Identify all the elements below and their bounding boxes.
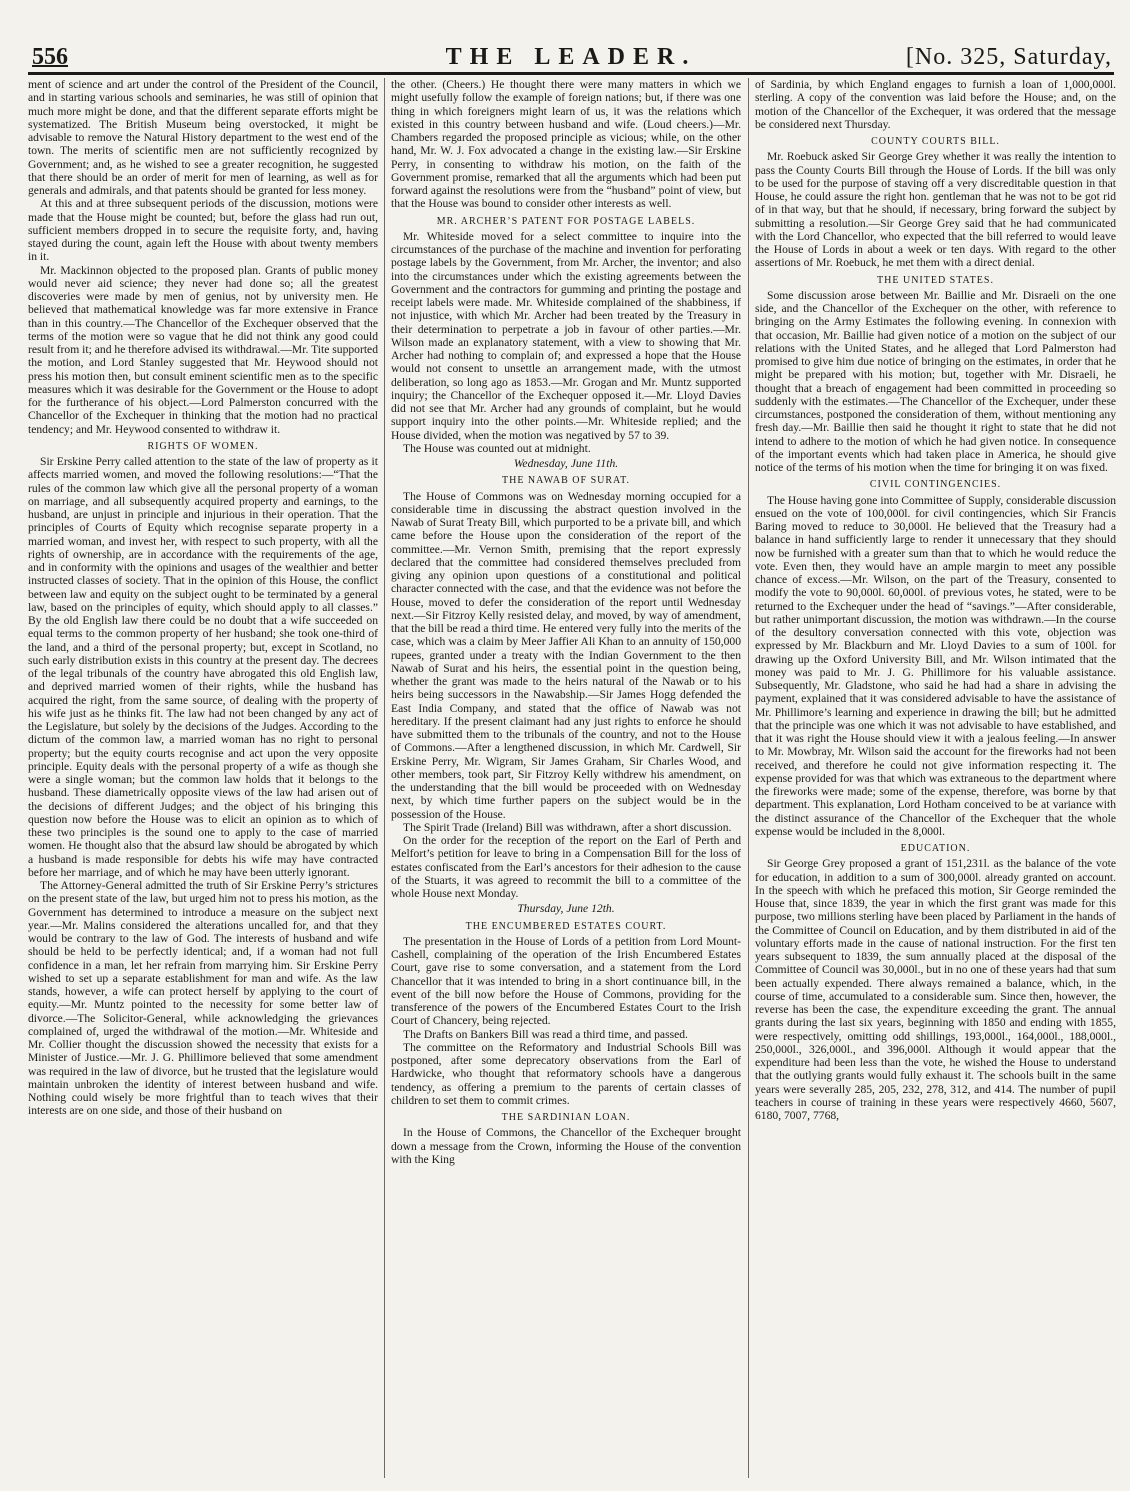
masthead-rule — [28, 72, 1114, 75]
paragraph: On the order for the reception of the report on the Earl of Perth and Melfort’s petition for leave to bring in a Compensation Bill for the loss of estates confiscated from the Earl’s ancestors for their adhesion to the cause of the Stuarts, it was agreed to recommit the bill to a committee of the whole House next Monday. — [391, 834, 741, 900]
paragraph: The Spirit Trade (Ireland) Bill was withdrawn, after a short discussion. — [403, 820, 732, 834]
issue-info: [No. 325, Saturday, — [905, 44, 1112, 70]
section-heading-rights-of-women: RIGHTS OF WOMEN. — [147, 440, 259, 452]
section-heading-education: EDUCATION. — [900, 843, 971, 854]
paragraph: The Attorney-General admitted the truth of Sir Erskine Perry’s strictures on the present state of the law, but urged him not to press his motion, as the Government has determined to introduce a measure on the subject next year.—Mr. Malins considered the alterations uncalled for, and that they would be contrary to the law of God. The interests of husband and wife should be held to be perfectly identical; and, if a woman had not full confidence in a man, let her refrain from marrying him. Sir Erskine Perry wished to set up a separate establishment for man and wife. As the law stands, however, a wife can protect herself by applying to the court of equity.—Mr. Muntz pointed to the necessity for some better law of divorce.—The Solicitor-General, while acknowledging the grievances complained of, urged the withdrawal of the motion.—Mr. Whiteside and Mr. Collier thought the discussion showed the necessity that exists for a Minister of Justice.—Mr. J. G. Phillimore believed that some amendment was required in the law of divorce, but he trusted that the legislature would maintain unbroken the identity of interest between husband and wife. Nothing could wisely be more frightful than to teach wives that their interests are on one side, and those of their husband on — [28, 879, 378, 1118]
column-2 — [391, 78, 741, 1486]
masthead — [28, 44, 1114, 72]
article-columns — [28, 78, 1116, 1486]
paragraph: Sir George Grey proposed a grant of 151,231l. as the balance of the vote for education, in addition to a sum of 300,000l. already granted on account. In the speech with which he prefaced this motion, Sir George reminded the House that, since 1839, the year in which the first grant was made for this purpose, two millions sterling have been placed by Parliament in the hands of the Committee of Council on Education, and by them distributed in aid of the voluntary efforts made in the cause of national instruction. For the first ten years subsequent to 1839, the sum annually placed at the disposal of the Committee of Council was 30,000l., but in no one of these years had that sum been actually expended. There always remained a balance, which, in the course of time, accumulated to a considerable sum. Since then, however, the reverse has been the case, the expenditure exceeding the grant. The annual grants during the last six years, beginning with 1850 and ending with 1855, were respectively, omitting odd shillings, 193,000l., 164,000l., 188,000l., 250,000l., 326,000l., and 396,000l. Although it would appear that the expenditure had been less than the vote, he wished the House to understand that the outlying grants would fully exhaust it. The schools built in the same years were severally 285, 205, 232, 278, 312, and 414. The number of pupil teachers in course of training in these years were respectively 4660, 5607, 6180, 7007, 7768, — [755, 857, 1116, 1122]
paragraph: The House of Commons was on Wednesday morning occupied for a considerable time in discussing the abstract question involved in the Nawab of Surat Treaty Bill, which purported to be a private bill, and which came before the House upon the consideration of the report of the committee.—Mr. Vernon Smith, premising that the report expressly declared that the committee had considered themselves precluded from giving any opinion upon questions of a constitutional and political character connected with the case, and that the evidence was not before the House, moved to defer the consideration of the report until Wednesday next.—Sir Fitzroy Kelly resisted delay, and moved, by way of amendment, that the bill be read a third time. He entered very fully into the merits of the case, which was a claim by Meer Jaffier Ali Khan to an annuity of 150,000 rupees, granted under a treaty with the Indian Government to the then Nawab of Surat and his heirs, the essential point in the question being, whether the grant was made to the heirs natural of the Nawab or to his heirs being successors in the Nawabship.—Sir James Hogg defended the East India Company, and stated that the office of Nawab was not hereditary. If the present claimant had any just rights to enforce he should have submitted them to the tribunals of the country, and not to the House of Commons.—After a lengthened discussion, in which Mr. Cardwell, Sir Erskine Perry, Mr. Wigram, Sir James Graham, Sir Charles Wood, and other members, took part, Sir Fitzroy Kelly withdrew his amendment, on the understanding that the bill would be proceeded with on Wednesday next, by which time further papers on the subject would be in the possession of the House. — [391, 489, 741, 821]
page-number: 556 — [32, 44, 68, 70]
paragraph: the other. (Cheers.) He thought there were many matters in which we might usefully follow the example of foreign nations; but, if there was one thing in which foreigners might learn of us, it was the relations which existed in this country between husband and wife. (Loud cheers.)—Mr. Chambers regarded the proposed principle as vicious; while, on the other hand, Mr. W. J. Fox advocated a change in the existing law.—Sir Erskine Perry, in consenting to withdraw his motion, on the faith of the Government promise, remarked that all the arguments which had been put forward against the resolutions were from the “husband” point of view, but that the House was bound to consider other interests as well. — [391, 78, 741, 211]
section-heading-sardinian-loan: THE SARDINIAN LOAN. — [501, 1112, 631, 1123]
section-heading-postage-labels: MR. ARCHER’S PATENT FOR POSTAGE LABELS. — [436, 215, 696, 227]
paragraph: The House was counted out at midnight. — [403, 441, 591, 455]
paragraph: Mr. Whiteside moved for a select committee to inquire into the circumstances of the purchase of the machine and invention for perforating postage labels by the Government, from Mr. Archer, the inventor; and also into the circumstances under which the existing agreements between the Government and the contractors for gumming and printing the postage and receipt labels were made. Mr. Whiteside complained of the shabbiness, if not injustice, with which Mr. Archer had been treated by the Treasury in their determination to perpetrate a job in favour of other parties.—Mr. Wilson made an explanatory statement, with a view to showing that Mr. Archer had nothing to complain of; and expressed a hope that the House would not consent to unsettle an arrangement made, with the utmost deliberation, so long ago as 1853.—Mr. Grogan and Mr. Muntz supported inquiry; the Chancellor of the Exchequer opposed it.—Mr. Lloyd Davies did not see that Mr. Archer had any grounds of complaint, but he would support inquiry into the other points.—Mr. Whiteside replied; and the House divided, when the motion was negatived by 57 to 39. — [391, 229, 741, 442]
paragraph: Mr. Mackinnon objected to the proposed plan. Grants of public money would never aid science; they never had done so; all the greatest discoveries were made by men of genius, not by university men. He believed that mathematical knowledge was far more extensive in France than in this country.—The Chancellor of the Exchequer observed that the terms of the motion were so vague that he did not think any good could result from it; and he therefore advised its withdrawal.—Mr. Tite supported the motion, and Lord Stanley suggested that Mr. Heywood should not press his motion then, but consult eminent scientific men as to the specific measures which it was desirable for the Government or the House to adopt for the furtherance of his object.—Lord Palmerston concurred with the Chancellor of the Exchequer in thinking that the motion had no practical tendency; and Mr. Heywood consented to withdraw it. — [28, 263, 378, 436]
paragraph: At this and at three subsequent periods of the discussion, motions were made that the House might be counted; but, before the glass had run out, sufficient members dropped in to secure the requisite forty, and, having stayed during the count, again left the House with about twenty members in it. — [28, 197, 378, 264]
paragraph: In the House of Commons, the Chancellor of the Exchequer brought down a message from the Crown, informing the House of the convention with the King — [391, 1126, 741, 1166]
paragraph: The House having gone into Committee of Supply, considerable discussion ensued on the vote of 100,000l. for civil contingencies, which Sir Francis Baring moved to reduce to 30,000l. He believed that the Treasury had a balance in hand sufficiently large to render it unnecessary that they should now be furnished with a greater sum than that to which he would reduce the vote. Even then, they would have an ample margin to meet any possible chance of excess.—Mr. Wilson, on the part of the Treasury, consented to modify the vote to 90,000l. 60,000l. of previous votes, he stated, were to be returned to the Exchequer under the head of “savings.”—After considerable, but rather unimportant discussion, the motion was withdrawn.—In the course of the desultory conversation connected with this vote, objection was expressed by Mr. Blackburn and Mr. Lloyd Davies to a sum of 100l. for drawing up the Oxford University Bill, and Mr. Wilson intimated that the money was paid to Mr. J. G. Phillimore for his valuable assistance. Subsequently, Mr. Gladstone, who said he had had a share in advising the payment, explained that it was considered advisable to have the assistance of Mr. Phillimore’s learning and experience in drawing the bill; but he admitted that the principle was one which it was not advisable to have established, and that it was right the House should view it with a jealous feeling.—In answer to Mr. Mowbray, Mr. Wilson said the account for the fireworks had not been received, and therefore he could not give information respecting it. The expense provided for was that which was extraneous to the department where the fireworks were made; some of the expense, therefore, was borne by that department. This explanation, Lord Hotham conceived to be at variance with the distinct assurance of the Chancellor of the Exchequer that the whole expense would be included in the 8,000l. — [755, 493, 1116, 838]
paragraph: The Drafts on Bankers Bill was read a third time, and passed. — [403, 1027, 688, 1041]
section-heading-county-courts: COUNTY COURTS BILL. — [871, 136, 1000, 147]
section-heading-united-states: THE UNITED STATES. — [877, 274, 994, 286]
paragraph: Sir Erskine Perry called attention to the state of the law of property as it affects married women, and moved the following resolutions:—“That the rules of the common law which give all the personal property of a woman on marriage, and all subsequently acquired property and earnings, to the husband, are unjust in principle and injurious in their operation. That the principles of Courts of Equity which recognise separate property in a married woman, and invest her, with respect to such property, with all the rights of ownership, are in accordance with the requirements of the age, and in conformity with the opinions and usages of the wealthier and better instructed classes of society. That in the opinion of this House, the conflict between law and equity on the subject ought to be terminated by a general law, based on the principles of equity, which should apply to all classes.” By the old English law there could be no doubt that a wife succeeded on equal terms to the common property of her husband; she took one-third of the land, and a third of the personal property; but, except in Scotland, no such early distribution exists in this country at the present day. The decrees of the legal tribunals of the country have abrogated this old English law, and deprived married women of their rights, while the husband has acquired the right, from the same source, of dealing with the property of his wife just as he thinks fit. The law had not been changed by any act of the Legislature, but solely by the decisions of the Judges. According to the dictum of the common law, a married woman has no right to personal property; but the equity courts recognise and act upon the very opposite principle. Equity deals with the personal property of a wife as though she were a single woman; but the common law holds that it belongs to the husband. These diametrically opposite views of the law had arisen out of the decisions of different Judges; and the object of his bringing this question now before the House was to elicit an opinion as to which of these two principles is the sound one to apply to the case of married women. He thought also that the absurd law should be abrogated by which a husband is made responsible for debts his wife may have contracted before her marriage, and of which he may have been utterly ignorant. — [28, 455, 378, 879]
column-1 — [28, 78, 378, 1486]
section-heading-civil-contingencies: CIVIL CONTINGENCIES. — [869, 479, 1002, 491]
dateline: Wednesday, June 11th. — [513, 457, 619, 470]
paper-title: THE LEADER. — [445, 44, 697, 70]
paragraph: ment of science and art under the control of the President of the Council, and in starting various schools and seminaries, he was still of opinion that much more might be done, and that the different separate efforts might be systematized. The British Museum being overstocked, it might be advisable to remove the Natural History department to the west end of the town. The merits of scientific men are not sufficiently recognized by Government; and, as he wished to see a greater recognition, he suggested that there should be an order of merit for men of learning, as well as for generals and admirals, and that patents should be granted for less money. — [28, 78, 378, 197]
paragraph: of Sardinia, by which England engages to furnish a loan of 1,000,000l. sterling. A copy of the convention was laid before the House; and, on the motion of the Chancellor of the Exchequer, it was ordered that the message be considered next Thursday. — [755, 78, 1116, 131]
column-3 — [755, 78, 1116, 1486]
section-heading-encumbered-estates: THE ENCUMBERED ESTATES COURT. — [465, 920, 667, 932]
dateline: Thursday, June 12th. — [517, 902, 615, 916]
paragraph: The presentation in the House of Lords of a petition from Lord Mount-Cashell, complaining of the operation of the Irish Encumbered Estates Court, gave rise to some conversation, and a statement from the Lord Chancellor that it was intended to bring in a short continuance bill, in the event of the bill now before the House of Commons, providing for the transference of the powers of the Encumbered Estates Court to the Irish Court of Chancery, being rejected. — [391, 934, 741, 1028]
paragraph: Mr. Roebuck asked Sir George Grey whether it was really the intention to pass the County Courts Bill through the House of Lords. If the bill was only to be used for the purpose of staving off a very discreditable question in that House, he could assure the right hon. gentleman that he was not to be got rid of in that way, but that he should, if necessary, bring forward the subject by submitting a resolution.—Sir George Grey said that he had communicated with the Lord Chancellor, who expected that the bill referred to would leave the House of Lords in about a week or ten days. With regard to the other assertions of Mr. Roebuck, he met them with a direct denial. — [755, 150, 1116, 270]
paragraph: Some discussion arose between Mr. Baillie and Mr. Disraeli on the one side, and the Chancellor of the Exchequer on the other, with reference to bringing on the Army Estimates the following evening. In connexion with that occasion, Mr. Baillie had given notice of a motion on the subject of our relations with the United States, and he alleged that Lord Palmerston had promised to give him due notice of bringing on the estimates, in order that he might be prepared with his motion; but, together with Mr. Disraeli, he thought that a breach of engagement had been committed in proceeding so suddenly with the estimates.—The Chancellor of the Exchequer, under these circumstances, postponed the consideration of them, without mentioning any fresh day.—Mr. Baillie then said he thought it right to state that he did not intend to adhere to the motion of which he had given notice. In consequence of the important events which had taken place in America, he should give notice of the terms of his motion when the time for bringing it on was fixed. — [755, 288, 1116, 474]
paragraph: The committee on the Reformatory and Industrial Schools Bill was postponed, after some deprecatory observations from the Earl of Hardwicke, who thought that reformatory schools have a dangerous tendency, as offering a premium to the parents of certain classes of children to set them to commit crimes. — [391, 1040, 741, 1107]
section-heading-nawab-of-surat: THE NAWAB OF SURAT. — [501, 475, 631, 487]
